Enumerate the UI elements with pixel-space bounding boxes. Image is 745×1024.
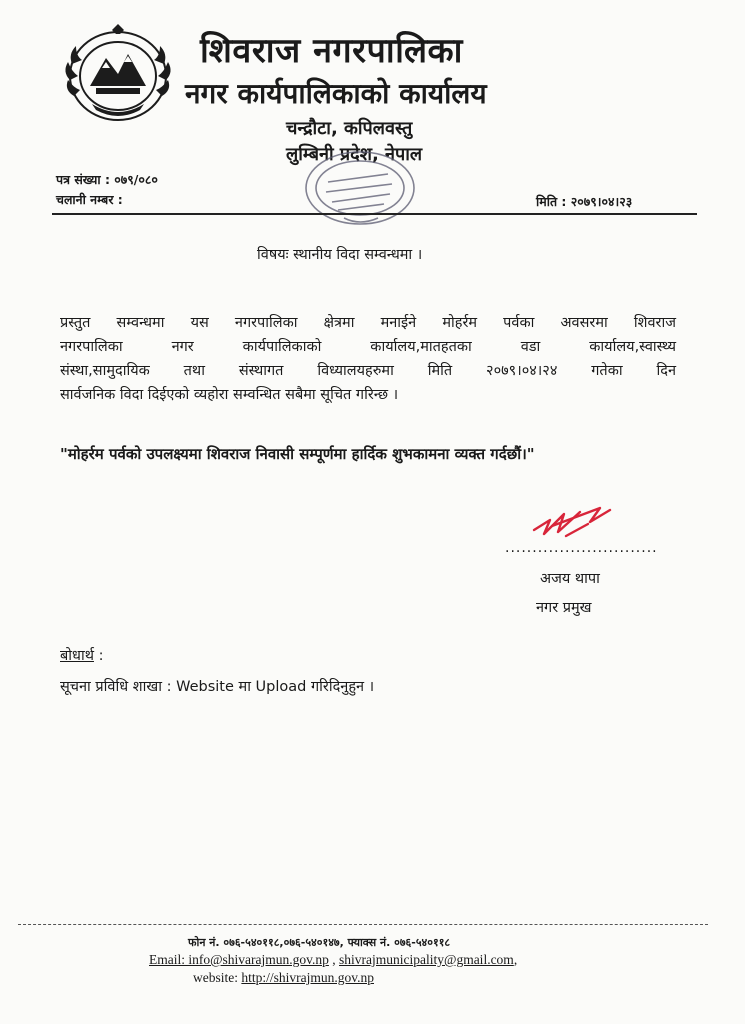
- body-line: प्रस्तुत सम्वन्धमा यस नगरपालिका क्षेत्रमा मनाईने मोहर्रम पर्वका अवसरमा शिवराज: [60, 315, 676, 331]
- email-link-secondary[interactable]: shivrajmunicipality@gmail.com: [339, 952, 514, 967]
- address-line-2: लुम्बिनी प्रदेश, नेपाल: [286, 144, 423, 165]
- greeting-message: "मोहर्रम पर्वको उपलक्ष्यमा शिवराज निवासी सम्पूर्णमा हार्दिक शुभकामना व्यक्त गर्दछौं।": [60, 445, 535, 463]
- letter-body: [60, 311, 676, 407]
- office-title: शिवराज नगरपालिका: [200, 31, 463, 71]
- body-line: संस्था,सामुदायिक तथा संस्थागत विध्यालयहरुमा मिति २०७९।०४।२४ गतेका दिन: [60, 363, 676, 379]
- website-link[interactable]: http://shivrajmun.gov.np: [241, 970, 374, 985]
- address-line-1: चन्द्रौटा, कपिलवस्तु: [286, 118, 413, 139]
- email-link-primary[interactable]: Email: info@shivarajmun.gov.np: [149, 952, 329, 967]
- letter-subject: विषयः स्थानीय विदा सम्वन्धमा ।: [257, 247, 423, 263]
- letter-number: पत्र संख्या : ०७९/०८०: [56, 172, 158, 187]
- email-end: ,: [513, 952, 518, 967]
- office-subtitle: नगर कार्यपालिकाको कार्यालय: [185, 77, 487, 110]
- signature-line: ............................: [505, 540, 658, 556]
- body-line: सार्वजनिक विदा दिईएको व्यहोरा सम्वन्धित सबैमा सूचित गरिन्छ ।: [60, 387, 399, 403]
- nepal-emblem-icon: [62, 24, 174, 124]
- dispatch-number: चलानी नम्बर :: [56, 192, 123, 207]
- footer-phone: फोन नं. ०७६-५४०११८,०७६-५४०१४७, फ्याक्स नं. ०७६-५४०११८: [188, 936, 451, 949]
- signer-title: नगर प्रमुख: [536, 600, 592, 616]
- signature-icon: [530, 500, 614, 544]
- body-line: नगरपालिका नगर कार्यपालिकाको कार्यालय,मातहतका वडा कार्यालय,स्वास्थ्य: [60, 339, 676, 355]
- footer-divider: [18, 924, 708, 925]
- cc-label-colon: :: [93, 648, 104, 664]
- signer-name: अजय थापा: [540, 571, 600, 587]
- cc-recipient: सूचना प्रविधि शाखा : Website मा Upload गरिदिनुहुन ।: [60, 679, 375, 695]
- office-stamp-icon: [298, 148, 418, 232]
- cc-label: [60, 645, 103, 665]
- header-divider: [52, 213, 697, 215]
- footer-email-line: [149, 952, 517, 968]
- letter-date: मिति : २०७९।०४।२३: [536, 194, 633, 209]
- footer-website-line: [193, 970, 374, 986]
- website-label: website:: [193, 970, 242, 985]
- cc-label-text: बोधार्थ: [60, 648, 94, 664]
- email-separator: ,: [328, 952, 340, 967]
